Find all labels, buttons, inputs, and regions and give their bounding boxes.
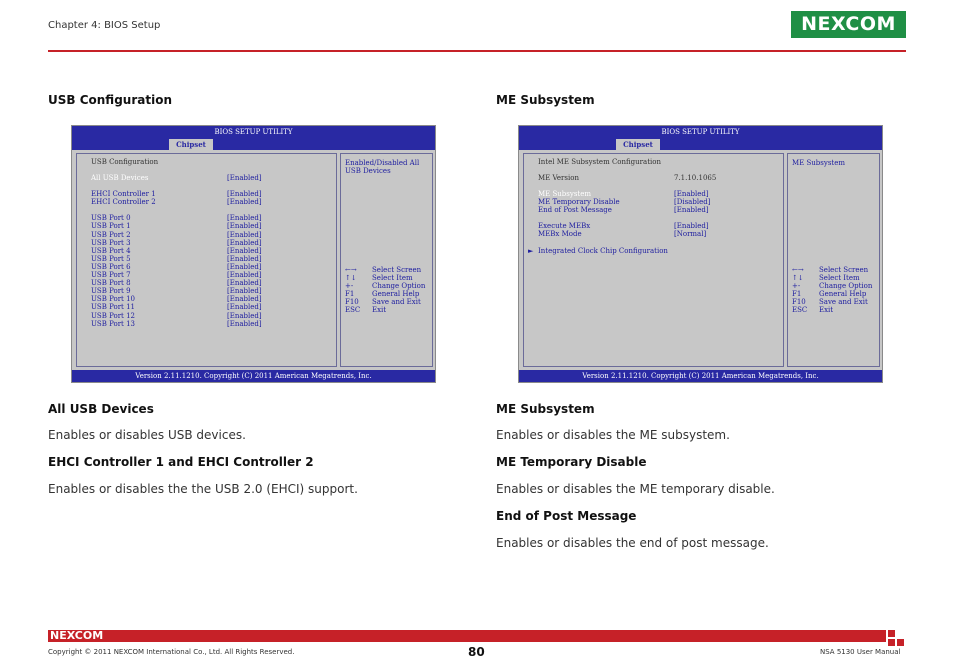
bios-item-label[interactable]: MEBx Mode bbox=[538, 230, 582, 239]
footer-bar bbox=[48, 630, 886, 642]
key-description: General Help bbox=[372, 290, 420, 298]
bios-item-value[interactable]: [Enabled] bbox=[227, 198, 262, 207]
key-label: ←→ bbox=[792, 266, 804, 274]
bios-item-value[interactable]: [Enabled] bbox=[227, 279, 262, 288]
bios-item-value[interactable]: [Enabled] bbox=[227, 295, 262, 304]
manual-name: NSA 5130 User Manual bbox=[820, 648, 901, 656]
key-description: Select Screen bbox=[819, 266, 869, 274]
bios-item-value[interactable]: [Enabled] bbox=[227, 230, 262, 239]
logo-text: NEXCOM bbox=[801, 13, 896, 35]
key-description: Save and Exit bbox=[372, 298, 421, 306]
section-title: All USB Devices bbox=[48, 402, 154, 416]
page-number: 80 bbox=[468, 645, 485, 659]
bios-titlebar: BIOS SETUP UTILITY bbox=[72, 126, 435, 138]
bios-item-label[interactable]: USB Port 7 bbox=[91, 271, 131, 279]
bios-item-label[interactable]: USB Port 3 bbox=[91, 238, 131, 247]
footer-copyright: Copyright © 2011 NEXCOM International Co., Ltd. All Rights Reserved. bbox=[48, 648, 295, 656]
bios-item-label[interactable]: USB Port 5 bbox=[91, 254, 131, 263]
bios-item-value[interactable]: [Enabled] bbox=[227, 254, 262, 263]
submenu-arrow-icon: ► bbox=[528, 247, 534, 255]
bios-item-value[interactable]: [Enabled] bbox=[227, 174, 262, 182]
bios-item-value[interactable]: [Enabled] bbox=[227, 222, 262, 231]
bios-item-label[interactable]: ME Subsystem bbox=[538, 190, 592, 198]
bios-item-label[interactable]: USB Port 10 bbox=[91, 295, 135, 304]
bios-item-label[interactable]: USB Port 8 bbox=[91, 279, 131, 288]
bios-item-label[interactable]: USB Port 6 bbox=[91, 262, 131, 271]
bios-item-value[interactable]: [Enabled] bbox=[674, 190, 709, 198]
bios-item-label[interactable]: USB Port 9 bbox=[91, 287, 131, 296]
bios-item-value[interactable]: [Enabled] bbox=[227, 311, 262, 320]
bios-item-value[interactable]: [Enabled] bbox=[227, 287, 262, 296]
key-label: ←→ bbox=[345, 266, 357, 274]
key-description: Save and Exit bbox=[819, 298, 868, 306]
key-description: Exit bbox=[372, 306, 387, 314]
bios-item-value[interactable]: [Enabled] bbox=[227, 271, 262, 279]
submenu-integrated-clock[interactable]: Integrated Clock Chip Configuration bbox=[538, 247, 668, 255]
bios-item-label[interactable]: USB Port 2 bbox=[91, 230, 131, 239]
section-title: ME Temporary Disable bbox=[496, 455, 647, 469]
key-label: ESC bbox=[792, 306, 808, 314]
bios-item-label[interactable]: End of Post Message bbox=[538, 206, 612, 215]
footer-logo: NEXCOM bbox=[50, 629, 104, 642]
key-label: +- bbox=[345, 282, 354, 290]
bios-item-value[interactable]: [Enabled] bbox=[674, 222, 709, 231]
section-title: ME Subsystem bbox=[496, 402, 595, 416]
bios-section-heading: Intel ME Subsystem Configuration bbox=[538, 158, 661, 166]
bios-item-label[interactable]: ME Temporary Disable bbox=[538, 198, 620, 207]
bios-item-label[interactable]: USB Port 1 bbox=[91, 222, 131, 231]
usb-config-title: USB Configuration bbox=[48, 93, 172, 107]
bios-item-value[interactable]: [Enabled] bbox=[227, 303, 262, 312]
section-title: EHCI Controller 1 and EHCI Controller 2 bbox=[48, 455, 314, 469]
bios-tabbar bbox=[519, 138, 882, 151]
nexcom-logo bbox=[791, 11, 906, 38]
bios-item-value[interactable]: [Enabled] bbox=[227, 214, 262, 223]
header-divider bbox=[48, 50, 906, 52]
key-label: F1 bbox=[345, 290, 355, 298]
key-description: Select Screen bbox=[372, 266, 422, 274]
bios-titlebar: BIOS SETUP UTILITY bbox=[519, 126, 882, 138]
bios-item-label[interactable]: EHCI Controller 2 bbox=[91, 198, 156, 207]
bios-tabbar bbox=[72, 138, 435, 151]
help-line: ME Subsystem bbox=[792, 159, 846, 167]
section-text: Enables or disables the ME temporary disable. bbox=[496, 482, 775, 496]
bios-item-value[interactable]: [Enabled] bbox=[674, 206, 709, 215]
key-label: ↑↓ bbox=[345, 274, 357, 282]
bios-item-value[interactable]: [Enabled] bbox=[227, 319, 262, 328]
chapter-title: Chapter 4: BIOS Setup bbox=[48, 20, 161, 31]
key-description: Select Item bbox=[819, 274, 860, 282]
bios-footer: Version 2.11.1210. Copyright (C) 2011 American Megatrends, Inc. bbox=[519, 370, 882, 382]
me-version-value: 7.1.10.1065 bbox=[674, 174, 717, 182]
key-description: Exit bbox=[819, 306, 834, 314]
bios-help-pane bbox=[787, 153, 880, 367]
key-label: ↑↓ bbox=[792, 274, 804, 282]
me-subsystem-title: ME Subsystem bbox=[496, 93, 595, 107]
bios-item-value[interactable]: [Enabled] bbox=[227, 246, 262, 255]
key-description: Select Item bbox=[372, 274, 413, 282]
bios-item-label[interactable]: USB Port 0 bbox=[91, 214, 131, 223]
key-description: Change Option bbox=[372, 282, 426, 290]
bios-item-label[interactable]: EHCI Controller 1 bbox=[91, 190, 156, 199]
bios-item-value[interactable]: [Enabled] bbox=[227, 262, 262, 271]
bios-item-value[interactable]: [Normal] bbox=[674, 230, 707, 239]
bios-main-pane bbox=[523, 153, 784, 367]
key-description: Change Option bbox=[819, 282, 873, 290]
bios-help-pane bbox=[340, 153, 433, 367]
key-label: +- bbox=[792, 282, 801, 290]
bios-item-label[interactable]: USB Port 12 bbox=[91, 311, 135, 320]
bios-window-me bbox=[518, 125, 883, 383]
help-line: USB Devices bbox=[345, 167, 391, 175]
bios-item-label[interactable]: Execute MEBx bbox=[538, 222, 591, 231]
help-line: Enabled/Disabled All bbox=[345, 159, 420, 167]
bios-footer: Version 2.11.1210. Copyright (C) 2011 American Megatrends, Inc. bbox=[72, 370, 435, 382]
key-label: F10 bbox=[792, 298, 806, 306]
section-text: Enables or disables the end of post message. bbox=[496, 536, 769, 550]
bios-item-value[interactable]: [Disabled] bbox=[674, 198, 711, 207]
footer-squares-icon bbox=[888, 630, 906, 648]
tab-chipset[interactable]: Chipset bbox=[616, 139, 660, 150]
bios-item-label[interactable]: USB Port 11 bbox=[91, 303, 135, 312]
key-label: F1 bbox=[792, 290, 802, 298]
bios-item-label[interactable]: All USB Devices bbox=[91, 174, 149, 182]
bios-main-pane bbox=[76, 153, 337, 367]
section-text: Enables or disables the the USB 2.0 (EHCI) support. bbox=[48, 482, 358, 496]
key-label: ESC bbox=[345, 306, 361, 314]
section-title: End of Post Message bbox=[496, 509, 637, 523]
section-text: Enables or disables USB devices. bbox=[48, 428, 246, 442]
key-label: F10 bbox=[345, 298, 359, 306]
bios-section-heading: USB Configuration bbox=[91, 158, 159, 166]
bios-window-usb bbox=[71, 125, 436, 383]
me-version-label: ME Version bbox=[538, 174, 579, 182]
bios-item-label[interactable]: USB Port 13 bbox=[91, 319, 135, 328]
bios-item-label[interactable]: USB Port 4 bbox=[91, 246, 131, 255]
section-text: Enables or disables the ME subsystem. bbox=[496, 428, 730, 442]
bios-item-value[interactable]: [Enabled] bbox=[227, 190, 262, 199]
key-description: General Help bbox=[819, 290, 867, 298]
tab-chipset[interactable]: Chipset bbox=[169, 139, 213, 150]
bios-item-value[interactable]: [Enabled] bbox=[227, 238, 262, 247]
